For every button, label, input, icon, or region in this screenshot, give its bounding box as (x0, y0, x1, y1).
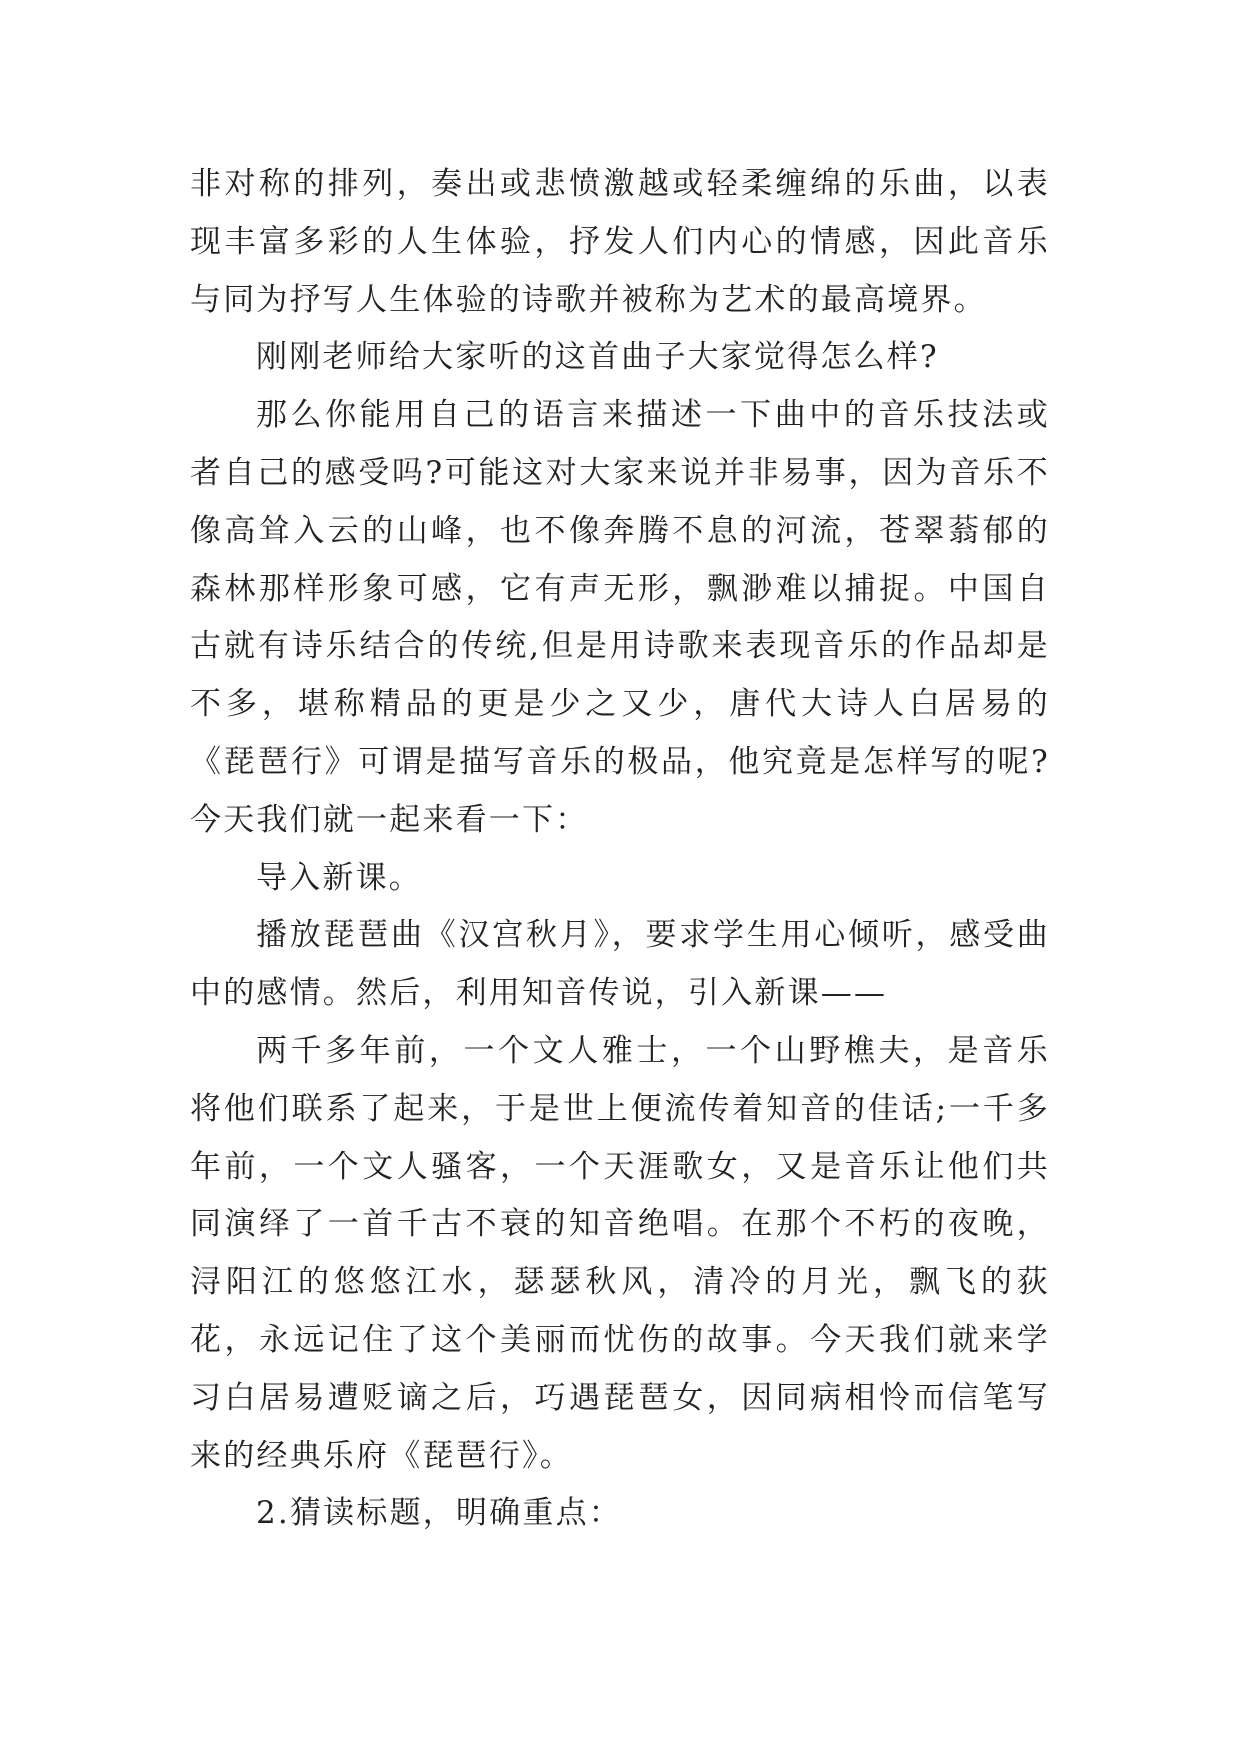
paragraph-5: 播放琵琶曲《汉宫秋月》，要求学生用心倾听，感受曲中的感情。然后，利用知音传说，引入新课—— (190, 917, 1050, 1012)
document-body (190, 156, 1050, 1543)
paragraph-7: 2.猜读标题，明确重点： (256, 1495, 622, 1532)
paragraph-2: 刚刚老师给大家听的这首曲子大家觉得怎么样? (256, 339, 939, 376)
paragraph-4: 导入新课。 (256, 859, 422, 896)
paragraph-3: 那么你能用自己的语言来描述一下曲中的音乐技法或者自己的感受吗?可能这对大家来说并非易事，因为音乐不像高耸入云的山峰，也不像奔腾不息的河流，苍翠蓊郁的森林那样形象可感，它有声无形，飘渺难以捕捉。中国自古就有诗乐结合的传统,但是用诗歌来表现音乐的作品却是不多，堪称精品的更是少之又少，唐代大诗人白居易的《琵琶行》可谓是描写音乐的极品，他究竟是怎样写的呢?今天我们就一起来看一下： (190, 397, 1050, 838)
paragraph-1: 非对称的排列，奏出或悲愤激越或轻柔缠绵的乐曲，以表现丰富多彩的人生体验，抒发人们内心的情感，因此音乐与同为抒写人生体验的诗歌并被称为艺术的最高境界。 (190, 166, 1050, 318)
paragraph-6: 两千多年前，一个文人雅士，一个山野樵夫，是音乐将他们联系了起来，于是世上便流传着知音的佳话;一千多年前，一个文人骚客，一个天涯歌女，又是音乐让他们共同演绎了一首千古不衰的知音绝唱。在那个不朽的夜晚，浔阳江的悠悠江水，瑟瑟秋风，清冷的月光，飘飞的荻花，永远记住了这个美丽而忧伤的故事。今天我们就来学习白居易遭贬谪之后，巧遇琵琶女，因同病相怜而信笔写来的经典乐府《琵琶行》。 (190, 1032, 1050, 1474)
